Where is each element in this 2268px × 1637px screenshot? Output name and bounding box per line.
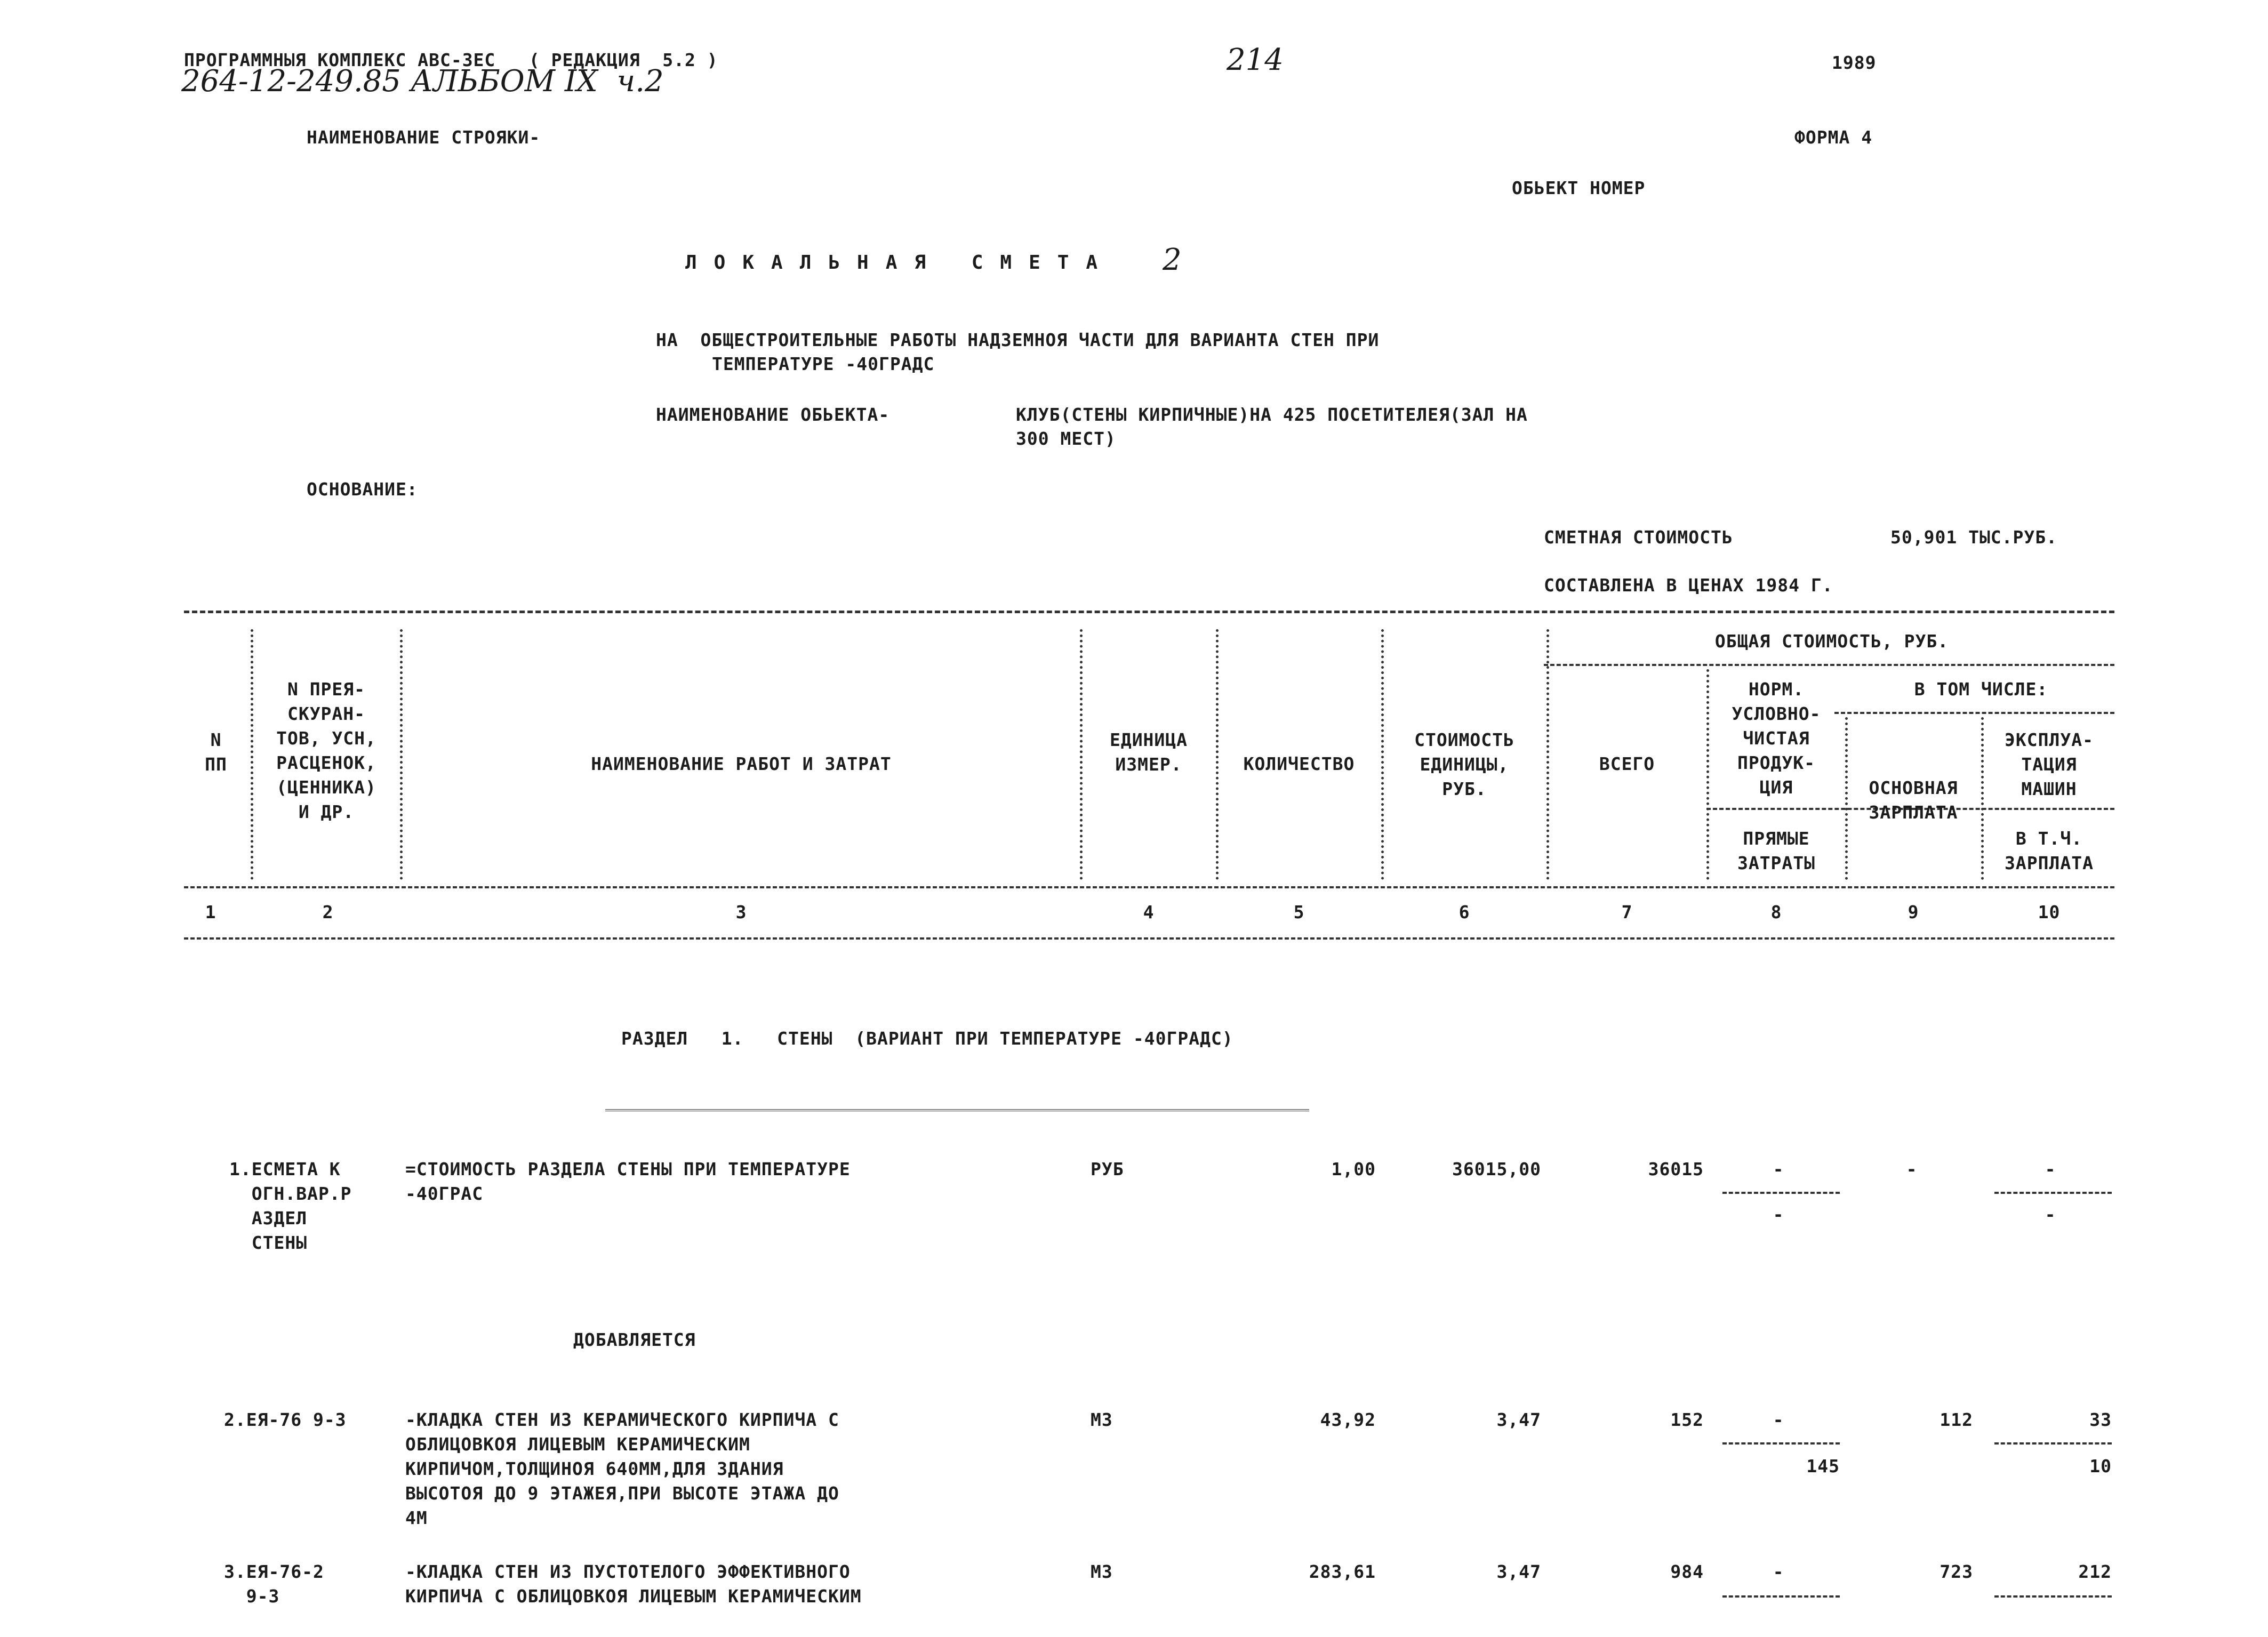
row-2-col10-bottom: 10 <box>2089 1456 2112 1476</box>
row-2-qty: 43,92 <box>1320 1409 1376 1430</box>
header-col-4: ЕДИНИЦА ИЗМЕР. <box>1109 729 1188 775</box>
smeta-title: ЛОКАЛЬНАЯ СМЕТА <box>685 252 1115 274</box>
album-handwritten: 264-12-249.85 АЛЬБОМ IX ч.2 <box>181 64 664 99</box>
table-top-rule <box>184 611 2114 613</box>
col-number-3: 3 <box>735 902 747 922</box>
row-3-price: 3,47 <box>1496 1561 1541 1582</box>
smeta-number: 2 <box>1163 243 1182 277</box>
header-total-group: ОБЩАЯ СТОИМОСТЬ, РУБ. <box>1714 631 1949 652</box>
row-2-unit: М3 <box>1091 1409 1113 1430</box>
col-number-9: 9 <box>1908 902 1919 922</box>
row-1-price: 36015,00 <box>1452 1159 1541 1179</box>
numbers-bottom-rule <box>184 937 2114 940</box>
row-1-col10-rule <box>1994 1192 2112 1194</box>
site-label: НАИМЕНОВАНИЕ СТРОЯКИ- <box>307 127 541 148</box>
year: 1989 <box>1832 52 1877 73</box>
col-number-2: 2 <box>322 902 334 922</box>
col-sep-1 <box>251 629 253 880</box>
row-1-col8-bottom: - <box>1773 1204 1784 1225</box>
header-col-9: ОСНОВНАЯ ЗАРПЛАТА <box>1869 777 1958 823</box>
basis-label: ОСНОВАНИЕ: <box>307 479 418 500</box>
row-1-name: =СТОИМОСТЬ РАЗДЕЛА СТЕНЫ ПРИ ТЕМПЕРАТУРЕ -40ГРАС <box>405 1159 851 1204</box>
col-number-10: 10 <box>2038 902 2061 922</box>
estimated-cost-label: СМЕТНАЯ СТОИМОСТЬ <box>1544 527 1733 548</box>
total-group-rule <box>1544 664 2114 666</box>
header-col-7: ВСЕГО <box>1599 753 1655 774</box>
incl-group-rule <box>1834 712 2114 714</box>
row-3-qty: 283,61 <box>1309 1561 1376 1582</box>
header-incl: В ТОМ ЧИСЛЕ: <box>1914 679 2048 700</box>
row-3-total: 984 <box>1670 1561 1704 1582</box>
row-1-col10-bottom: - <box>2045 1204 2056 1225</box>
col-number-4: 4 <box>1143 902 1155 922</box>
page-number: 214 <box>1227 43 1284 77</box>
header-col-5: КОЛИЧЕСТВО <box>1243 753 1355 774</box>
col-number-8: 8 <box>1770 902 1782 922</box>
row-1-unit: РУБ <box>1091 1159 1124 1179</box>
section-title: РАЗДЕЛ 1. СТЕНЫ (ВАРИАНТ ПРИ ТЕМПЕРАТУРЕ -40ГРАДС) <box>621 1028 1233 1049</box>
added-label: ДОБАВЛЯЕТСЯ <box>573 1329 696 1350</box>
row-3-col9: 723 <box>1940 1561 1973 1582</box>
row-3-col8-rule <box>1722 1595 1840 1598</box>
row-3-name: -КЛАДКА СТЕН ИЗ ПУСТОТЕЛОГО ЭФФЕКТИВНОГО КИРПИЧА С ОБЛИЦОВКОЯ ЛИЦЕВЫМ КЕРАМИЧЕСКИМ <box>405 1561 862 1607</box>
row-3-unit: М3 <box>1091 1561 1113 1582</box>
col-number-6: 6 <box>1458 902 1470 922</box>
estimated-cost-value: 50,901 ТЫС.РУБ. <box>1890 527 2058 548</box>
header-col-8-bottom: ПРЯМЫЕ ЗАТРАТЫ <box>1737 828 1816 873</box>
header-col-10-top: ЭКСПЛУА- ТАЦИЯ МАШИН <box>2005 729 2094 799</box>
works-line-1: НА ОБЩЕСТРОИТЕЛЬНЫЕ РАБОТЫ НАДЗЕМНОЯ ЧАСТИ ДЛЯ ВАРИАНТА СТЕН ПРИ <box>656 330 1380 350</box>
row-3-col8: - <box>1773 1561 1784 1582</box>
header-bottom-rule <box>184 886 2114 888</box>
row-1-code: 1.ЕСМЕТА К ОГН.ВАР.Р АЗДЕЛ СТЕНЫ <box>229 1159 352 1253</box>
header-col-10-bottom: В Т.Ч. ЗАРПЛАТА <box>2005 828 2094 873</box>
col-number-1: 1 <box>205 902 217 922</box>
object-number-label: ОБЬЕКТ НОМЕР <box>1512 178 1646 198</box>
row-1-qty: 1,00 <box>1331 1159 1376 1179</box>
col-number-7: 7 <box>1621 902 1633 922</box>
price-basis: СОСТАВЛЕНА В ЦЕНАХ 1984 Г. <box>1544 575 1833 596</box>
row-2-col10-rule <box>1994 1442 2112 1445</box>
header-col-2: N ПРЕЯ- СКУРАН- ТОВ, УСН, РАСЦЕНОК, (ЦЕННИКА) И ДР. <box>276 679 376 822</box>
row-2-col10: 33 <box>2089 1409 2112 1430</box>
row-1-col9: - <box>1906 1159 1918 1179</box>
header-col-6: СТОИМОСТЬ ЕДИНИЦЫ, РУБ. <box>1414 729 1514 799</box>
row-2-total: 152 <box>1670 1409 1704 1430</box>
row-2-col8-rule <box>1722 1442 1840 1445</box>
row-1-total: 36015 <box>1648 1159 1704 1179</box>
row-2-col9: 112 <box>1940 1409 1973 1430</box>
row-2-code: 2.ЕЯ-76 9-3 <box>224 1409 347 1430</box>
row-1-col10: - <box>2045 1159 2056 1179</box>
row-2-col8-bottom: 145 <box>1806 1456 1840 1476</box>
row-3-col10: 212 <box>2078 1561 2112 1582</box>
works-line-2: ТЕМПЕРАТУРЕ -40ГРАДС <box>712 354 935 374</box>
row-2-col8: - <box>1773 1409 1784 1430</box>
header-col-8-top: НОРМ. УСЛОВНО- ЧИСТАЯ ПРОДУК- ЦИЯ <box>1732 679 1821 798</box>
header-col-3: НАИМЕНОВАНИЕ РАБОТ И ЗАТРАТ <box>591 753 892 774</box>
object-name-line-1: КЛУБ(СТЕНЫ КИРПИЧНЫЕ)НА 425 ПОСЕТИТЕЛЕЯ(ЗАЛ НА <box>1016 404 1528 425</box>
col-sep-2 <box>400 629 403 880</box>
header-col-1: N ПП <box>205 729 227 775</box>
object-name-label: НАИМЕНОВАНИЕ ОБЬЕКТА- <box>656 404 890 425</box>
form-number: ФОРМА 4 <box>1794 127 1873 148</box>
row-2-name: -КЛАДКА СТЕН ИЗ КЕРАМИЧЕСКОГО КИРПИЧА С ОБЛИЦОВКОЯ ЛИЦЕВЫМ КЕРАМИЧЕСКИМ КИРПИЧОМ,ТОЛЩИНОЯ 640ММ,ДЛЯ ЗДАНИЯ ВЫСОТОЯ ДО 9 ЭТАЖЕЯ,ПРИ ВЫСОТЕ ЭТАЖА ДО 4М <box>405 1409 839 1528</box>
object-name-line-2: 300 МЕСТ) <box>1016 428 1116 449</box>
row-1-col8-rule <box>1722 1192 1840 1194</box>
section-underline <box>605 1109 1309 1111</box>
row-3-code: 3.ЕЯ-76-2 9-3 <box>224 1561 324 1607</box>
program-name: ПРОГРАММНЫЯ КОМПЛЕКС АВС-3ЕС ( РЕДАКЦИЯ 5.2 ) <box>184 50 718 70</box>
col-number-5: 5 <box>1293 902 1305 922</box>
row-2-price: 3,47 <box>1496 1409 1541 1430</box>
row-1-col8: - <box>1773 1159 1784 1179</box>
row-3-col10-rule <box>1994 1595 2112 1598</box>
